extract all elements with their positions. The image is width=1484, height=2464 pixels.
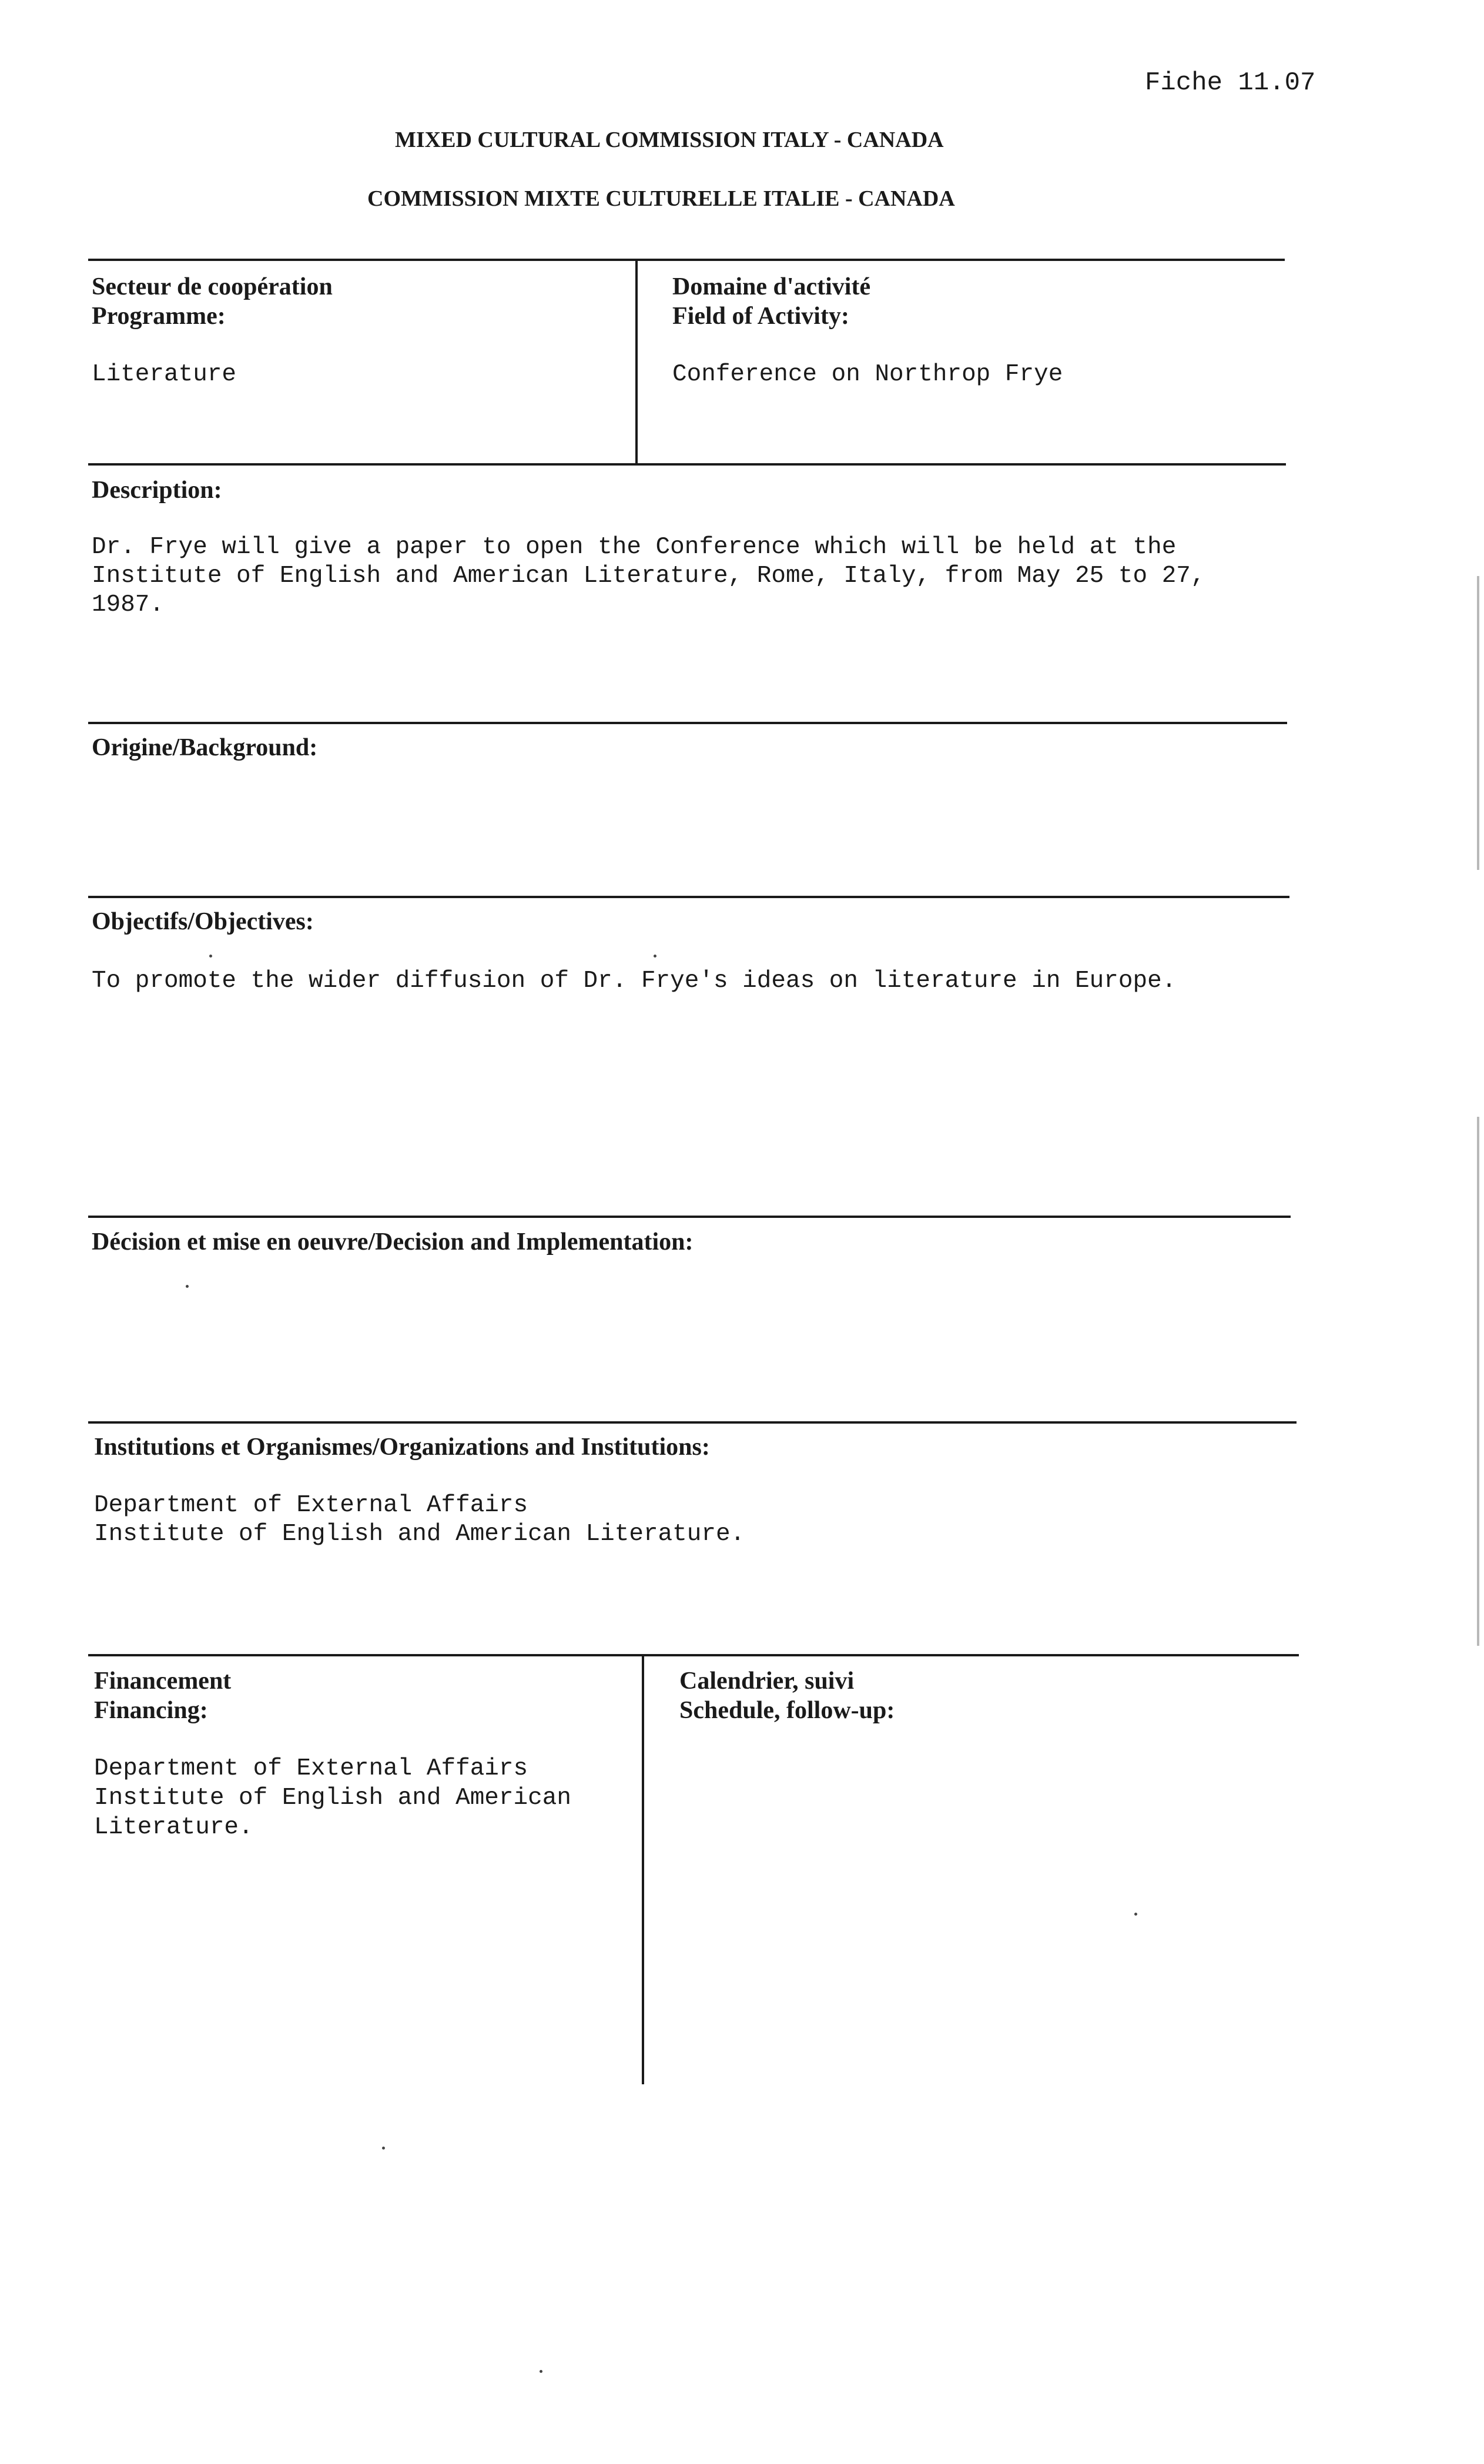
column-divider xyxy=(642,1655,644,2084)
divider xyxy=(88,1421,1297,1424)
sector-label-en: Programme: xyxy=(92,303,226,330)
institutions-line: Department of External Affairs xyxy=(94,1492,528,1519)
scan-speck xyxy=(654,955,656,958)
column-divider xyxy=(635,260,638,464)
scan-speck xyxy=(209,955,212,958)
scan-speck xyxy=(382,2147,385,2150)
divider xyxy=(88,259,698,261)
decision-label: Décision et mise en oeuvre/Decision and Implementation: xyxy=(92,1228,694,1256)
field-label-en: Field of Activity: xyxy=(672,303,849,330)
fiche-number: Fiche 11.07 xyxy=(1145,68,1316,98)
scan-edge xyxy=(1477,576,1479,870)
field-value: Conference on Northrop Frye xyxy=(672,361,1063,388)
objectives-text: To promote the wider diffusion of Dr. Frye's ideas on literature in Europe. xyxy=(92,967,1177,995)
sector-value: Literature xyxy=(92,361,237,388)
financing-line: Institute of English and American xyxy=(94,1785,571,1812)
schedule-label-fr: Calendrier, suivi xyxy=(679,1668,855,1695)
objectives-label: Objectifs/Objectives: xyxy=(92,908,314,935)
scan-speck xyxy=(540,2370,542,2373)
divider xyxy=(88,463,1286,466)
divider xyxy=(88,896,1289,898)
divider xyxy=(88,722,1287,724)
scan-speck xyxy=(1134,1913,1137,1916)
divider xyxy=(636,259,1285,261)
sector-label-fr: Secteur de coopération xyxy=(92,273,333,300)
title-english: MIXED CULTURAL COMMISSION ITALY - CANADA xyxy=(395,128,944,152)
financing-label-fr: Financement xyxy=(94,1668,232,1695)
background-label: Origine/Background: xyxy=(92,734,318,761)
financing-line: Literature. xyxy=(94,1814,253,1841)
description-line: 1987. xyxy=(92,591,165,618)
institutions-label: Institutions et Organismes/Organizations and Institutions: xyxy=(94,1434,710,1461)
description-line: Dr. Frye will give a paper to open the Conference which will be held at the xyxy=(92,534,1177,561)
scan-edge xyxy=(1477,1117,1479,1646)
financing-line: Department of External Affairs xyxy=(94,1755,528,1782)
description-label: Description: xyxy=(92,477,222,504)
divider xyxy=(88,1654,1299,1656)
divider xyxy=(88,1216,1291,1218)
description-line: Institute of English and American Literature, Rome, Italy, from May 25 to 27, xyxy=(92,563,1205,590)
title-french: COMMISSION MIXTE CULTURELLE ITALIE - CANADA xyxy=(367,186,955,211)
financing-label-en: Financing: xyxy=(94,1697,208,1724)
institutions-line: Institute of English and American Literature. xyxy=(94,1521,745,1548)
scan-speck xyxy=(186,1285,189,1288)
field-label-fr: Domaine d'activité xyxy=(672,273,871,300)
schedule-label-en: Schedule, follow-up: xyxy=(679,1697,895,1724)
